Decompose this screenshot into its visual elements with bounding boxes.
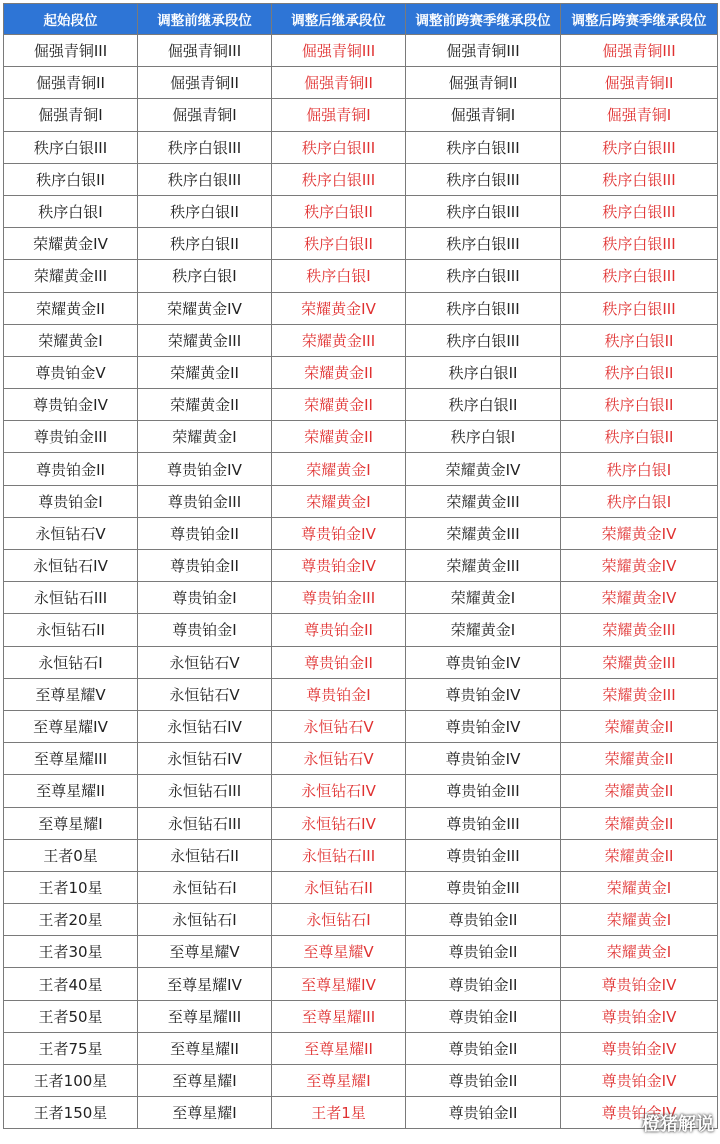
before-inherit-cell: 尊贵铂金III bbox=[138, 485, 272, 517]
before-inherit-cell: 永恒钻石I bbox=[138, 871, 272, 903]
table-row bbox=[4, 646, 718, 678]
before-inherit-cell: 荣耀黄金II bbox=[138, 389, 272, 421]
before-inherit-cell: 至尊星耀III bbox=[138, 1000, 272, 1032]
after-inherit-cell: 至尊星耀I bbox=[272, 1065, 406, 1097]
before-cross-season-cell: 尊贵铂金IV bbox=[406, 743, 561, 775]
after-cross-season-cell: 荣耀黄金III bbox=[561, 646, 718, 678]
after-cross-season-cell: 秩序白银III bbox=[561, 131, 718, 163]
start-rank-cell: 至尊星耀I bbox=[4, 807, 138, 839]
before-cross-season-cell: 尊贵铂金II bbox=[406, 968, 561, 1000]
after-cross-season-cell: 荣耀黄金IV bbox=[561, 582, 718, 614]
after-inherit-cell: 秩序白银III bbox=[272, 131, 406, 163]
start-rank-cell: 尊贵铂金II bbox=[4, 453, 138, 485]
before-cross-season-cell: 尊贵铂金II bbox=[406, 1065, 561, 1097]
start-rank-cell: 永恒钻石V bbox=[4, 517, 138, 549]
after-inherit-cell: 倔强青铜I bbox=[272, 99, 406, 131]
table-row bbox=[4, 678, 718, 710]
after-inherit-cell: 秩序白银II bbox=[272, 195, 406, 227]
after-cross-season-cell: 荣耀黄金II bbox=[561, 743, 718, 775]
header-before-cross-season: 调整前跨赛季继承段位 bbox=[406, 4, 561, 35]
after-inherit-cell: 王者1星 bbox=[272, 1097, 406, 1129]
before-cross-season-cell: 秩序白银I bbox=[406, 421, 561, 453]
start-rank-cell: 倔强青铜II bbox=[4, 67, 138, 99]
start-rank-cell: 尊贵铂金IV bbox=[4, 389, 138, 421]
table-row bbox=[4, 453, 718, 485]
before-inherit-cell: 尊贵铂金I bbox=[138, 582, 272, 614]
before-inherit-cell: 尊贵铂金II bbox=[138, 517, 272, 549]
table-row bbox=[4, 968, 718, 1000]
before-cross-season-cell: 尊贵铂金II bbox=[406, 1032, 561, 1064]
before-cross-season-cell: 荣耀黄金III bbox=[406, 517, 561, 549]
start-rank-cell: 王者40星 bbox=[4, 968, 138, 1000]
before-inherit-cell: 秩序白银II bbox=[138, 228, 272, 260]
before-cross-season-cell: 秩序白银III bbox=[406, 292, 561, 324]
after-inherit-cell: 倔强青铜II bbox=[272, 67, 406, 99]
before-cross-season-cell: 荣耀黄金I bbox=[406, 582, 561, 614]
before-cross-season-cell: 秩序白银III bbox=[406, 131, 561, 163]
after-inherit-cell: 尊贵铂金II bbox=[272, 614, 406, 646]
after-cross-season-cell: 荣耀黄金I bbox=[561, 871, 718, 903]
after-cross-season-cell: 秩序白银I bbox=[561, 453, 718, 485]
after-inherit-cell: 至尊星耀V bbox=[272, 936, 406, 968]
start-rank-cell: 秩序白银II bbox=[4, 163, 138, 195]
before-cross-season-cell: 尊贵铂金III bbox=[406, 807, 561, 839]
before-cross-season-cell: 秩序白银III bbox=[406, 163, 561, 195]
rank-inheritance-table bbox=[3, 3, 718, 1129]
after-cross-season-cell: 尊贵铂金IV bbox=[561, 1065, 718, 1097]
start-rank-cell: 永恒钻石I bbox=[4, 646, 138, 678]
after-cross-season-cell: 荣耀黄金II bbox=[561, 839, 718, 871]
table-row bbox=[4, 131, 718, 163]
before-cross-season-cell: 秩序白银II bbox=[406, 356, 561, 388]
before-inherit-cell: 至尊星耀II bbox=[138, 1032, 272, 1064]
before-cross-season-cell: 秩序白银II bbox=[406, 389, 561, 421]
before-cross-season-cell: 秩序白银III bbox=[406, 195, 561, 227]
after-inherit-cell: 荣耀黄金II bbox=[272, 389, 406, 421]
start-rank-cell: 永恒钻石III bbox=[4, 582, 138, 614]
before-inherit-cell: 永恒钻石IV bbox=[138, 743, 272, 775]
table-header bbox=[4, 4, 718, 35]
start-rank-cell: 荣耀黄金IV bbox=[4, 228, 138, 260]
before-cross-season-cell: 尊贵铂金II bbox=[406, 1097, 561, 1129]
after-cross-season-cell: 秩序白银II bbox=[561, 389, 718, 421]
table-row bbox=[4, 1032, 718, 1064]
after-inherit-cell: 尊贵铂金III bbox=[272, 582, 406, 614]
after-inherit-cell: 永恒钻石V bbox=[272, 743, 406, 775]
start-rank-cell: 荣耀黄金III bbox=[4, 260, 138, 292]
header-after-cross-season: 调整后跨赛季继承段位 bbox=[561, 4, 718, 35]
after-cross-season-cell: 秩序白银III bbox=[561, 195, 718, 227]
start-rank-cell: 王者10星 bbox=[4, 871, 138, 903]
before-cross-season-cell: 荣耀黄金IV bbox=[406, 453, 561, 485]
after-inherit-cell: 荣耀黄金III bbox=[272, 324, 406, 356]
start-rank-cell: 荣耀黄金II bbox=[4, 292, 138, 324]
before-cross-season-cell: 荣耀黄金III bbox=[406, 485, 561, 517]
before-inherit-cell: 秩序白银I bbox=[138, 260, 272, 292]
before-inherit-cell: 尊贵铂金IV bbox=[138, 453, 272, 485]
after-cross-season-cell: 尊贵铂金IV bbox=[561, 968, 718, 1000]
table-row bbox=[4, 904, 718, 936]
table-row bbox=[4, 775, 718, 807]
table-row bbox=[4, 807, 718, 839]
table-row bbox=[4, 260, 718, 292]
table-row bbox=[4, 871, 718, 903]
before-cross-season-cell: 倔强青铜II bbox=[406, 67, 561, 99]
table-row bbox=[4, 1000, 718, 1032]
after-inherit-cell: 至尊星耀II bbox=[272, 1032, 406, 1064]
after-inherit-cell: 秩序白银II bbox=[272, 228, 406, 260]
start-rank-cell: 尊贵铂金I bbox=[4, 485, 138, 517]
start-rank-cell: 王者50星 bbox=[4, 1000, 138, 1032]
table-row bbox=[4, 195, 718, 227]
before-cross-season-cell: 尊贵铂金III bbox=[406, 839, 561, 871]
after-inherit-cell: 秩序白银III bbox=[272, 163, 406, 195]
before-cross-season-cell: 荣耀黄金III bbox=[406, 550, 561, 582]
after-inherit-cell: 永恒钻石IV bbox=[272, 807, 406, 839]
after-cross-season-cell: 秩序白银II bbox=[561, 421, 718, 453]
before-cross-season-cell: 尊贵铂金II bbox=[406, 1000, 561, 1032]
start-rank-cell: 至尊星耀III bbox=[4, 743, 138, 775]
before-inherit-cell: 秩序白银III bbox=[138, 163, 272, 195]
start-rank-cell: 王者20星 bbox=[4, 904, 138, 936]
start-rank-cell: 王者150星 bbox=[4, 1097, 138, 1129]
table-row bbox=[4, 485, 718, 517]
after-cross-season-cell: 尊贵铂金IV bbox=[561, 1097, 718, 1129]
table-row bbox=[4, 292, 718, 324]
start-rank-cell: 王者30星 bbox=[4, 936, 138, 968]
after-cross-season-cell: 秩序白银I bbox=[561, 485, 718, 517]
before-inherit-cell: 倔强青铜I bbox=[138, 99, 272, 131]
start-rank-cell: 倔强青铜III bbox=[4, 35, 138, 67]
before-cross-season-cell: 倔强青铜III bbox=[406, 35, 561, 67]
table-row bbox=[4, 67, 718, 99]
before-inherit-cell: 荣耀黄金III bbox=[138, 324, 272, 356]
before-cross-season-cell: 尊贵铂金IV bbox=[406, 710, 561, 742]
before-inherit-cell: 秩序白银II bbox=[138, 195, 272, 227]
after-cross-season-cell: 荣耀黄金III bbox=[561, 678, 718, 710]
start-rank-cell: 王者0星 bbox=[4, 839, 138, 871]
start-rank-cell: 倔强青铜I bbox=[4, 99, 138, 131]
before-cross-season-cell: 秩序白银III bbox=[406, 260, 561, 292]
before-cross-season-cell: 倔强青铜I bbox=[406, 99, 561, 131]
after-inherit-cell: 至尊星耀III bbox=[272, 1000, 406, 1032]
table-body bbox=[4, 35, 718, 1129]
after-inherit-cell: 荣耀黄金I bbox=[272, 453, 406, 485]
before-inherit-cell: 至尊星耀IV bbox=[138, 968, 272, 1000]
before-inherit-cell: 倔强青铜III bbox=[138, 35, 272, 67]
before-cross-season-cell: 尊贵铂金III bbox=[406, 871, 561, 903]
after-cross-season-cell: 秩序白银II bbox=[561, 356, 718, 388]
after-cross-season-cell: 荣耀黄金IV bbox=[561, 550, 718, 582]
before-cross-season-cell: 尊贵铂金II bbox=[406, 904, 561, 936]
start-rank-cell: 至尊星耀V bbox=[4, 678, 138, 710]
start-rank-cell: 尊贵铂金III bbox=[4, 421, 138, 453]
before-cross-season-cell: 秩序白银III bbox=[406, 228, 561, 260]
before-cross-season-cell: 荣耀黄金I bbox=[406, 614, 561, 646]
table-row bbox=[4, 936, 718, 968]
header-before-inherit: 调整前继承段位 bbox=[138, 4, 272, 35]
table-row bbox=[4, 839, 718, 871]
before-inherit-cell: 永恒钻石III bbox=[138, 807, 272, 839]
start-rank-cell: 荣耀黄金I bbox=[4, 324, 138, 356]
table-row bbox=[4, 614, 718, 646]
after-inherit-cell: 永恒钻石V bbox=[272, 710, 406, 742]
table-row bbox=[4, 582, 718, 614]
after-inherit-cell: 荣耀黄金IV bbox=[272, 292, 406, 324]
start-rank-cell: 永恒钻石IV bbox=[4, 550, 138, 582]
before-cross-season-cell: 尊贵铂金IV bbox=[406, 646, 561, 678]
table-row bbox=[4, 228, 718, 260]
before-inherit-cell: 永恒钻石IV bbox=[138, 710, 272, 742]
before-inherit-cell: 尊贵铂金II bbox=[138, 550, 272, 582]
after-inherit-cell: 尊贵铂金IV bbox=[272, 550, 406, 582]
before-inherit-cell: 至尊星耀I bbox=[138, 1097, 272, 1129]
before-cross-season-cell: 尊贵铂金III bbox=[406, 775, 561, 807]
after-cross-season-cell: 荣耀黄金I bbox=[561, 904, 718, 936]
start-rank-cell: 尊贵铂金V bbox=[4, 356, 138, 388]
table-row bbox=[4, 421, 718, 453]
after-inherit-cell: 荣耀黄金II bbox=[272, 421, 406, 453]
after-cross-season-cell: 秩序白银II bbox=[561, 324, 718, 356]
after-inherit-cell: 倔强青铜III bbox=[272, 35, 406, 67]
after-inherit-cell: 永恒钻石III bbox=[272, 839, 406, 871]
after-cross-season-cell: 荣耀黄金II bbox=[561, 775, 718, 807]
after-cross-season-cell: 荣耀黄金I bbox=[561, 936, 718, 968]
table-row bbox=[4, 550, 718, 582]
before-inherit-cell: 永恒钻石I bbox=[138, 904, 272, 936]
before-inherit-cell: 尊贵铂金I bbox=[138, 614, 272, 646]
before-inherit-cell: 秩序白银III bbox=[138, 131, 272, 163]
table-row bbox=[4, 1097, 718, 1129]
after-cross-season-cell: 荣耀黄金II bbox=[561, 807, 718, 839]
after-cross-season-cell: 秩序白银III bbox=[561, 260, 718, 292]
before-cross-season-cell: 尊贵铂金II bbox=[406, 936, 561, 968]
after-cross-season-cell: 倔强青铜I bbox=[561, 99, 718, 131]
header-row bbox=[4, 4, 718, 35]
after-cross-season-cell: 秩序白银III bbox=[561, 163, 718, 195]
after-cross-season-cell: 荣耀黄金IV bbox=[561, 517, 718, 549]
table-row bbox=[4, 356, 718, 388]
after-cross-season-cell: 尊贵铂金IV bbox=[561, 1000, 718, 1032]
before-inherit-cell: 至尊星耀I bbox=[138, 1065, 272, 1097]
after-cross-season-cell: 荣耀黄金III bbox=[561, 614, 718, 646]
table-row bbox=[4, 35, 718, 67]
table-row bbox=[4, 517, 718, 549]
start-rank-cell: 永恒钻石II bbox=[4, 614, 138, 646]
after-inherit-cell: 荣耀黄金II bbox=[272, 356, 406, 388]
table-row bbox=[4, 324, 718, 356]
before-inherit-cell: 永恒钻石III bbox=[138, 775, 272, 807]
after-inherit-cell: 荣耀黄金I bbox=[272, 485, 406, 517]
table-row bbox=[4, 1065, 718, 1097]
table-row bbox=[4, 99, 718, 131]
before-cross-season-cell: 尊贵铂金IV bbox=[406, 678, 561, 710]
start-rank-cell: 王者100星 bbox=[4, 1065, 138, 1097]
after-cross-season-cell: 倔强青铜III bbox=[561, 35, 718, 67]
after-inherit-cell: 秩序白银I bbox=[272, 260, 406, 292]
after-cross-season-cell: 尊贵铂金IV bbox=[561, 1032, 718, 1064]
after-inherit-cell: 尊贵铂金IV bbox=[272, 517, 406, 549]
table-row bbox=[4, 710, 718, 742]
start-rank-cell: 秩序白银III bbox=[4, 131, 138, 163]
table-row bbox=[4, 743, 718, 775]
before-inherit-cell: 永恒钻石II bbox=[138, 839, 272, 871]
before-inherit-cell: 至尊星耀V bbox=[138, 936, 272, 968]
before-inherit-cell: 荣耀黄金I bbox=[138, 421, 272, 453]
after-inherit-cell: 至尊星耀IV bbox=[272, 968, 406, 1000]
start-rank-cell: 秩序白银I bbox=[4, 195, 138, 227]
after-cross-season-cell: 荣耀黄金II bbox=[561, 710, 718, 742]
after-cross-season-cell: 秩序白银III bbox=[561, 228, 718, 260]
before-inherit-cell: 永恒钻石V bbox=[138, 678, 272, 710]
start-rank-cell: 至尊星耀II bbox=[4, 775, 138, 807]
after-cross-season-cell: 倔强青铜II bbox=[561, 67, 718, 99]
after-inherit-cell: 永恒钻石II bbox=[272, 871, 406, 903]
after-cross-season-cell: 秩序白银III bbox=[561, 292, 718, 324]
before-inherit-cell: 倔强青铜II bbox=[138, 67, 272, 99]
start-rank-cell: 王者75星 bbox=[4, 1032, 138, 1064]
before-cross-season-cell: 秩序白银III bbox=[406, 324, 561, 356]
after-inherit-cell: 尊贵铂金I bbox=[272, 678, 406, 710]
before-inherit-cell: 永恒钻石V bbox=[138, 646, 272, 678]
after-inherit-cell: 永恒钻石I bbox=[272, 904, 406, 936]
table-row bbox=[4, 163, 718, 195]
header-after-inherit: 调整后继承段位 bbox=[272, 4, 406, 35]
watermark: 橙猪解说 bbox=[642, 1114, 714, 1135]
table-row bbox=[4, 389, 718, 421]
header-start-rank: 起始段位 bbox=[4, 4, 138, 35]
before-inherit-cell: 荣耀黄金IV bbox=[138, 292, 272, 324]
before-inherit-cell: 荣耀黄金II bbox=[138, 356, 272, 388]
start-rank-cell: 至尊星耀IV bbox=[4, 710, 138, 742]
after-inherit-cell: 永恒钻石IV bbox=[272, 775, 406, 807]
after-inherit-cell: 尊贵铂金II bbox=[272, 646, 406, 678]
